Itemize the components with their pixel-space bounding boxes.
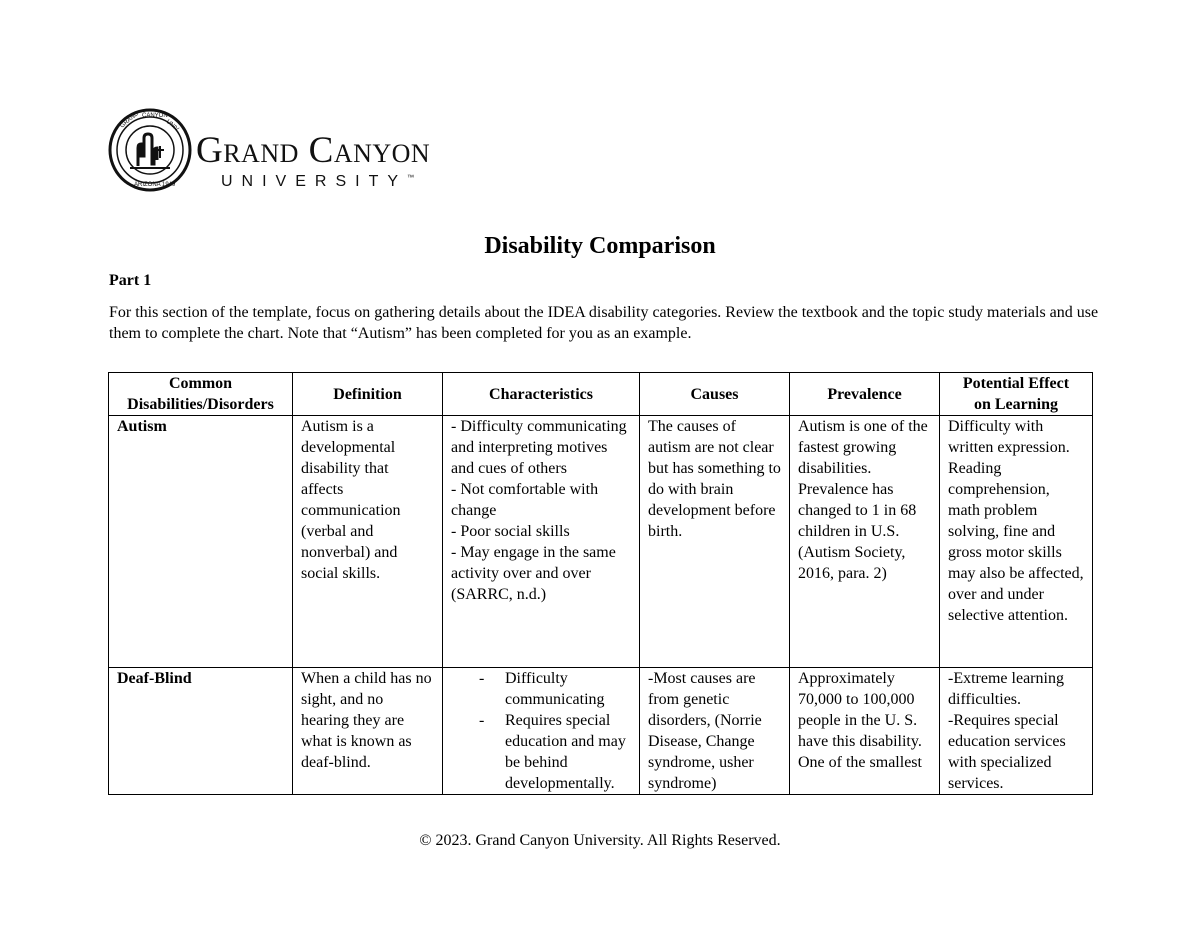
row-characteristics: - Difficulty communicating and interpreting motives and cues of others - Not comfortable with change - Poor social skills - May engage in the same activity over and over (SARRC, n.d.) xyxy=(443,416,640,668)
logo-name: Grand Canyon xyxy=(196,130,431,171)
header-definition: Definition xyxy=(293,373,443,416)
part-label: Part 1 xyxy=(109,272,152,289)
header-causes: Causes xyxy=(640,373,790,416)
row-prevalence: Autism is one of the fastest growing disabilities. Prevalence has changed to 1 in 68 children in U.S. (Autism Society, 2016, para. 2) xyxy=(790,416,940,668)
header-prevalence: Prevalence xyxy=(790,373,940,416)
list-item: - Difficulty communicating xyxy=(505,668,631,710)
copyright-footer: © 2023. Grand Canyon University. All Rights Reserved. xyxy=(419,832,781,849)
row-disability-name: Deaf-Blind xyxy=(109,668,293,795)
svg-text:CANYON: CANYON xyxy=(142,113,168,119)
header-potential-effect: Potential Effect on Learning xyxy=(940,373,1093,416)
logo-university: UNIVERSITY™ xyxy=(221,173,415,190)
intro-paragraph: For this section of the template, focus on gathering details about the IDEA disability categories. Review the textbook and the topic study materials and use them to complete the chart. Note that “Autism” has been completed for you as an example. xyxy=(109,304,1099,342)
characteristics-list xyxy=(451,668,631,794)
row-definition: Autism is a developmental disability that affects communication (verbal and nonverbal) and social skills. xyxy=(293,416,443,668)
row-effect-on-learning: -Extreme learning difficulties. -Requires special education services with specialized services. xyxy=(940,668,1093,795)
list-item: - Requires special education and may be behind developmentally. xyxy=(505,710,631,794)
header-characteristics: Characteristics xyxy=(443,373,640,416)
row-characteristics xyxy=(443,668,640,795)
table-row xyxy=(109,416,1093,668)
row-disability-name: Autism xyxy=(109,416,293,668)
svg-text:ARIZONA 1949: ARIZONA 1949 xyxy=(134,182,176,188)
row-causes: The causes of autism are not clear but has something to do with brain development before birth. xyxy=(640,416,790,668)
row-definition: When a child has no sight, and no hearing they are what is known as deaf-blind. xyxy=(293,668,443,795)
table-header-row xyxy=(109,373,1093,416)
row-prevalence: Approximately 70,000 to 100,000 people in the U. S. have this disability. One of the smallest xyxy=(790,668,940,795)
svg-text:UNIV: UNIV xyxy=(164,118,180,133)
svg-text:GRAND: GRAND xyxy=(119,111,140,130)
header-common-disabilities: Common Disabilities/Disorders xyxy=(109,373,293,416)
university-seal-icon xyxy=(108,108,192,192)
disability-comparison-table xyxy=(108,372,1093,795)
row-causes: -Most causes are from genetic disorders, (Norrie Disease, Change syndrome, usher syndrome) xyxy=(640,668,790,795)
row-effect-on-learning: Difficulty with written expression. Reading comprehension, math problem solving, fine and gross motor skills may also be affected, over and under selective attention. xyxy=(940,416,1093,668)
document-title: Disability Comparison xyxy=(484,233,716,259)
table-row xyxy=(109,668,1093,795)
